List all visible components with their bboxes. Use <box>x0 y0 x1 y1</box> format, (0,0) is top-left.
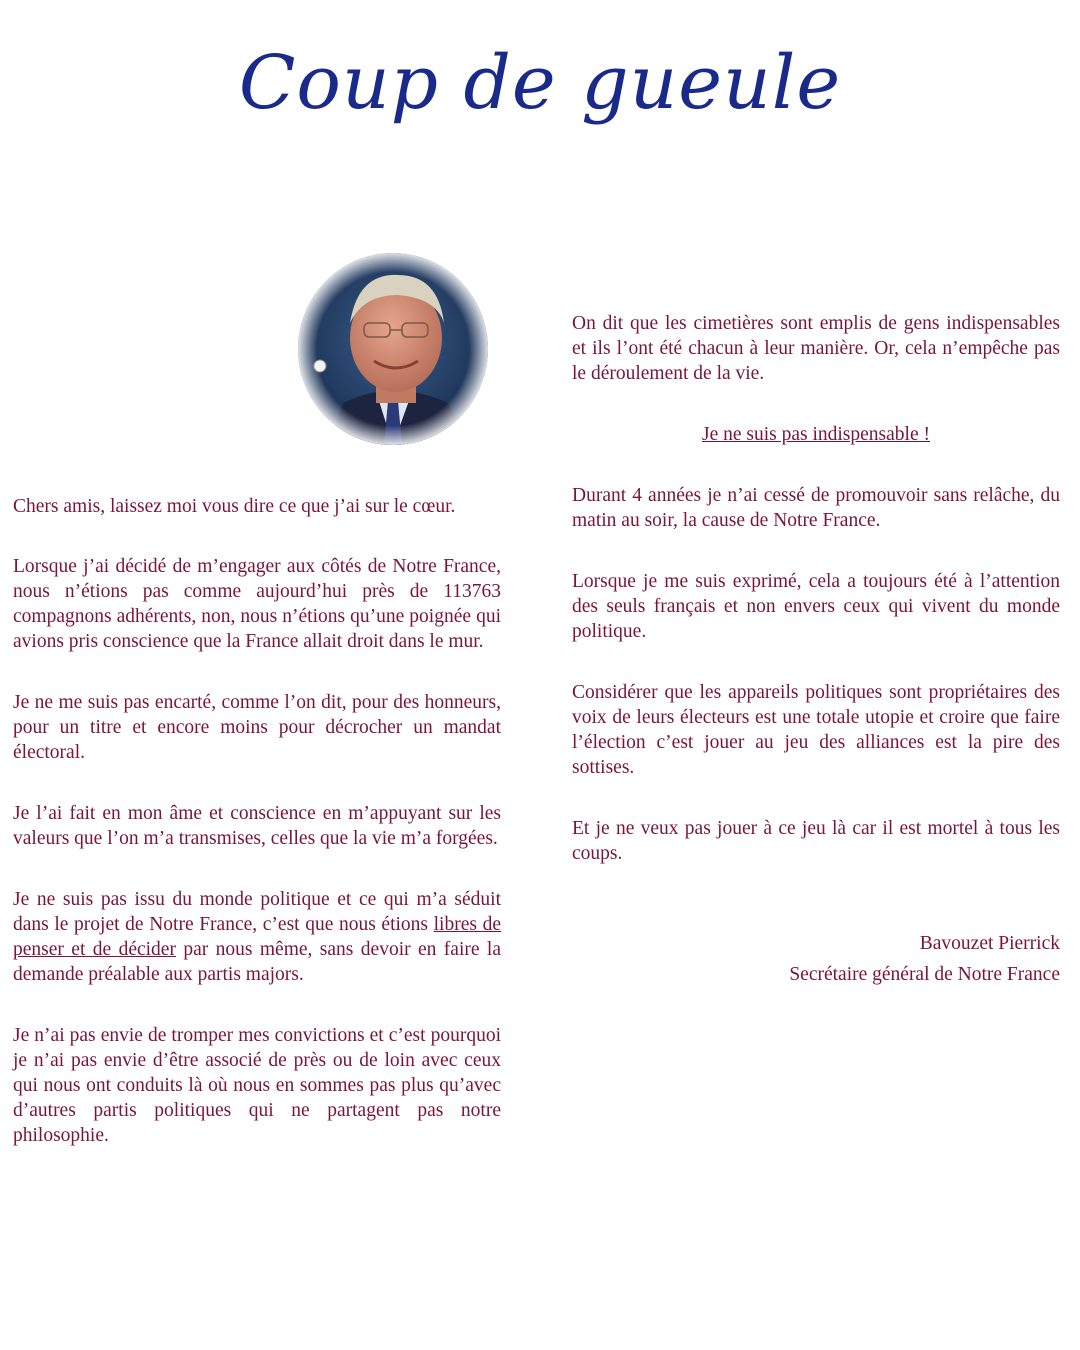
paragraph: Je ne me suis pas encarté, comme l’on dit, pour des honneurs, pour un titre et encore moins pour décrocher un mandat électoral. <box>13 692 501 763</box>
signature-role: Secrétaire général de Notre France <box>789 964 1060 985</box>
paragraph: Durant 4 années je n’ai cessé de promouvoir sans relâche, du matin au soir, la cause de Notre France. <box>572 485 1060 531</box>
left-column <box>13 494 501 1148</box>
paragraph-text: par nous même, sans devoir en faire la demande préalable aux partis majors. <box>13 939 501 985</box>
underlined-phrase: libres de penser et de décider <box>13 914 501 960</box>
paragraph: Chers amis, laissez moi vous dire ce que j’ai sur le cœur. <box>13 496 456 517</box>
paragraph: Considérer que les appareils politiques sont propriétaires des voix de leurs électeurs est une totale utopie et croire que faire l’élection c’est jouer au jeu des alliances est la pire des sottises. <box>572 682 1060 778</box>
highlight-statement <box>572 422 1060 447</box>
paragraph: Je l’ai fait en mon âme et conscience en m’appuyant sur les valeurs que l’on m’a transmises, celles que la vie m’a forgées. <box>13 803 501 849</box>
right-column <box>572 311 1060 987</box>
paragraph: Lorsque j’ai décidé de m’engager aux côtés de Notre France, nous n’étions pas comme aujourd’hui près de 113763 compagnons adhérents, non, nous n’étions qu’une poignée qui avions pris conscience que la France allait droit dans le mur. <box>13 556 501 652</box>
paragraph-text: Je ne suis pas issu du monde politique et ce qui m’a séduit dans le projet de Notre France, c’est que nous étions <box>13 889 501 935</box>
page-title: Coup de gueule <box>238 40 842 126</box>
paragraph: On dit que les cimetières sont emplis de gens indispensables et ils l’ont été chacun à leur manière. Or, cela n’empêche pas le déroulement de la vie. <box>572 313 1060 384</box>
highlight-text: Je ne suis pas indispensable ! <box>701 424 930 445</box>
paragraph <box>13 887 501 987</box>
portrait-image <box>298 253 488 445</box>
author-portrait <box>298 253 488 445</box>
paragraph: Lorsque je me suis exprimé, cela a toujours été à l’attention des seuls français et non envers ceux qui vivent du monde politique. <box>572 571 1060 642</box>
paragraph: Je n’ai pas envie de tromper mes convictions et c’est pourquoi je n’ai pas envie d’être associé de près ou de loin avec ceux qui nous ont conduits là où nous en sommes pas plus qu’avec d’autres partis politiques qui ne partagent pas notre philosophie. <box>13 1025 501 1146</box>
signature-name: Bavouzet Pierrick <box>919 933 1060 954</box>
paragraph: Et je ne veux pas jouer à ce jeu là car il est mortel à tous les coups. <box>572 818 1060 864</box>
